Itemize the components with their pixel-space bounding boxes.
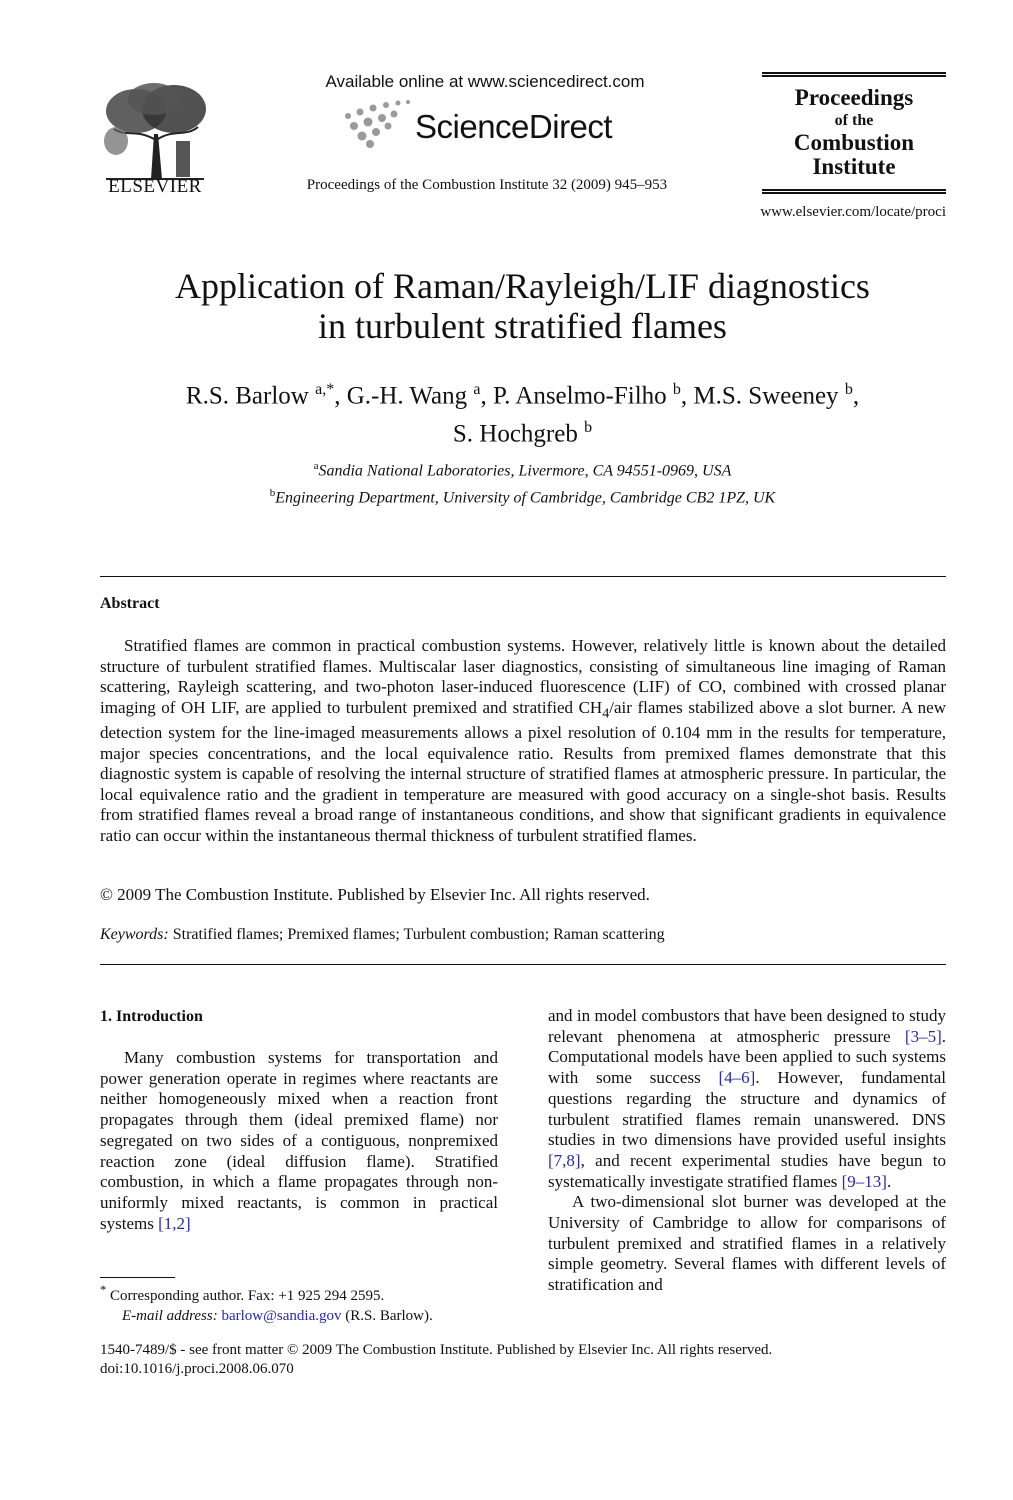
email-link[interactable]: barlow@sandia.gov <box>221 1308 342 1324</box>
author-name[interactable]: M.S. Sweeney <box>693 382 839 410</box>
footnote-text: (R.S. Barlow). <box>345 1308 433 1324</box>
body-paragraph: A two-dimensional slot burner was developed at the University of Cambridge to allow for comparisons of turbulent premixed and stratified flames in a relatively simple geometry. Several flames with different levels of stratification and <box>548 1192 946 1295</box>
citation-link[interactable]: [3–5] <box>904 1026 942 1046</box>
abstract-text <box>100 636 946 846</box>
footnote-rule <box>100 1277 175 1278</box>
author-sup[interactable]: b <box>844 381 853 398</box>
issn-line: 1540-7489/$ - see front matter © 2009 The Combustion Institute. Published by Elsevier Inc. All rights reserved. <box>100 1342 773 1358</box>
doi-line[interactable]: doi:10.1016/j.proci.2008.06.070 <box>100 1361 294 1377</box>
body-text: and in model combustors that have been designed to study relevant phenomena at atmospheric pressure <box>548 1006 946 1046</box>
author-sup[interactable]: a <box>473 381 481 398</box>
keywords-text: Stratified flames; Premixed flames; Turbulent combustion; Raman scattering <box>172 926 665 943</box>
author-sup[interactable]: b <box>584 419 593 437</box>
abstract-heading: Abstract <box>100 595 160 612</box>
author-name[interactable]: P. Anselmo-Filho <box>493 382 667 410</box>
affiliation-text: Sandia National Laboratories, Livermore, CA 94551-0969, USA <box>318 462 732 480</box>
body-text: . <box>886 1171 892 1191</box>
keywords-label: Keywords: <box>100 926 169 943</box>
citation-link[interactable]: [1,2] <box>158 1213 191 1233</box>
journal-citation: Proceedings of the Combustion Institute 32 (2009) 945–953 <box>306 177 668 193</box>
affiliation-text: Engineering Department, University of Cambridge, Cambridge CB2 1PZ, UK <box>275 489 776 507</box>
title-line: in turbulent stratified flames <box>318 306 727 346</box>
left-column-text <box>100 1048 498 1234</box>
footnote-text: Corresponding author. Fax: +1 925 294 2595. <box>110 1288 385 1304</box>
journal-box-line: Institute <box>812 154 896 179</box>
author-sup[interactable]: a,* <box>315 381 335 398</box>
body-text: Many combustion systems for transportation and power generation operate in regimes where reactants are neither homogeneously mixed when a reaction front propagates through them (ideal premixed flame) nor segregated on two sides of a contiguous, nonpremixed reaction zone (ideal diffusion flame). Stratified combustion, in which a flame propagates through non-uniformly mixed reactants, is common in practical systems <box>100 1048 498 1233</box>
journal-box-line: Combustion <box>793 130 915 155</box>
right-column-text <box>548 1006 946 1296</box>
section-heading: 1. Introduction <box>100 1008 203 1025</box>
keywords <box>100 926 946 944</box>
footnote <box>100 1280 498 1326</box>
abstract-copyright: © 2009 The Combustion Institute. Published by Elsevier Inc. All rights reserved. <box>100 885 650 904</box>
author-name[interactable]: G.-H. Wang <box>346 382 468 410</box>
journal-box-line: of the <box>834 112 874 129</box>
article-title <box>100 266 945 346</box>
abstract-text-part: /air flames stabilized above a slot burner. A new detection system for the line-imaged measurements allows a pixel resolution of 0.104 mm in the results for temperature, major species concentrations, and the local equivalence ratio. Results from premixed flames demonstrate that this diagnostic system is capable of resolving the internal structure of stratified flames at atmospheric pressure. In particular, the local equivalence ratio and the gradient in temperature are measured with good accuracy on a single-shot basis. Results from stratified flames reveal a broad range of instantaneous conditions, and show that significant gradients in equivalence ratio can occur within the instantaneous thermal thickness of turbulent stratified flames. <box>100 697 946 845</box>
citation-link[interactable]: [4–6] <box>718 1068 756 1088</box>
page-footer <box>100 1341 946 1379</box>
available-online-text: Available online at www.sciencedirect.com <box>325 72 645 91</box>
author-sup[interactable]: b <box>672 381 681 398</box>
citation-link[interactable]: [9–13] <box>841 1171 887 1191</box>
subscript: 4 <box>602 704 610 721</box>
body-text: . However, fundamental questions regarding the structure and dynamics of turbulent stratified flames remain unanswered. DNS studies in two dimensions have provided useful insights <box>548 1068 946 1150</box>
publisher-name: ELSEVIER <box>108 176 202 197</box>
journal-box-line: Proceedings <box>794 85 914 110</box>
body-text: , and recent experimental studies have begun to systematically investigate stratified flames <box>548 1150 946 1191</box>
affiliation-sup: b <box>269 487 276 500</box>
email-label: E-mail address: <box>122 1308 218 1324</box>
footnote-marker: * <box>100 1283 107 1297</box>
body-text: . Computational models have been applied to such systems with some success <box>548 1026 946 1088</box>
author-list: R.S. Barlow $^{a,*}$, G.-H. Wang $^a$, P. Anselmo-Filho $^b$, M.S. Sweeney $^b$, S. Hochgreb $^b$ <box>185 381 860 448</box>
affiliation-sup: a <box>313 460 319 472</box>
author-name[interactable]: S. Hochgreb <box>452 420 578 448</box>
divider <box>100 576 946 577</box>
author-name[interactable]: R.S. Barlow <box>185 382 309 410</box>
abstract-text-part: Stratified flames are common in practical combustion systems. However, relatively little is known about the detailed structure of turbulent stratified flames. Multiscalar laser diagnostics, consisting of simultaneous line imaging of Raman scattering, Rayleigh scattering, and two-photon laser-induced fluorescence (LIF) of CO, combined with crossed planar imaging of OH LIF, are applied to turbulent premixed and stratified CH <box>100 636 946 717</box>
journal-url-link[interactable]: www.elsevier.com/locate/proci <box>760 204 946 220</box>
divider <box>100 964 946 965</box>
journal-title-box <box>762 72 946 194</box>
sciencedirect-wordmark: ScienceDirect <box>415 108 613 145</box>
affiliations <box>100 455 945 510</box>
citation-link[interactable]: [7,8] <box>548 1150 581 1170</box>
title-line: Application of Raman/Rayleigh/LIF diagnostics <box>175 266 870 306</box>
